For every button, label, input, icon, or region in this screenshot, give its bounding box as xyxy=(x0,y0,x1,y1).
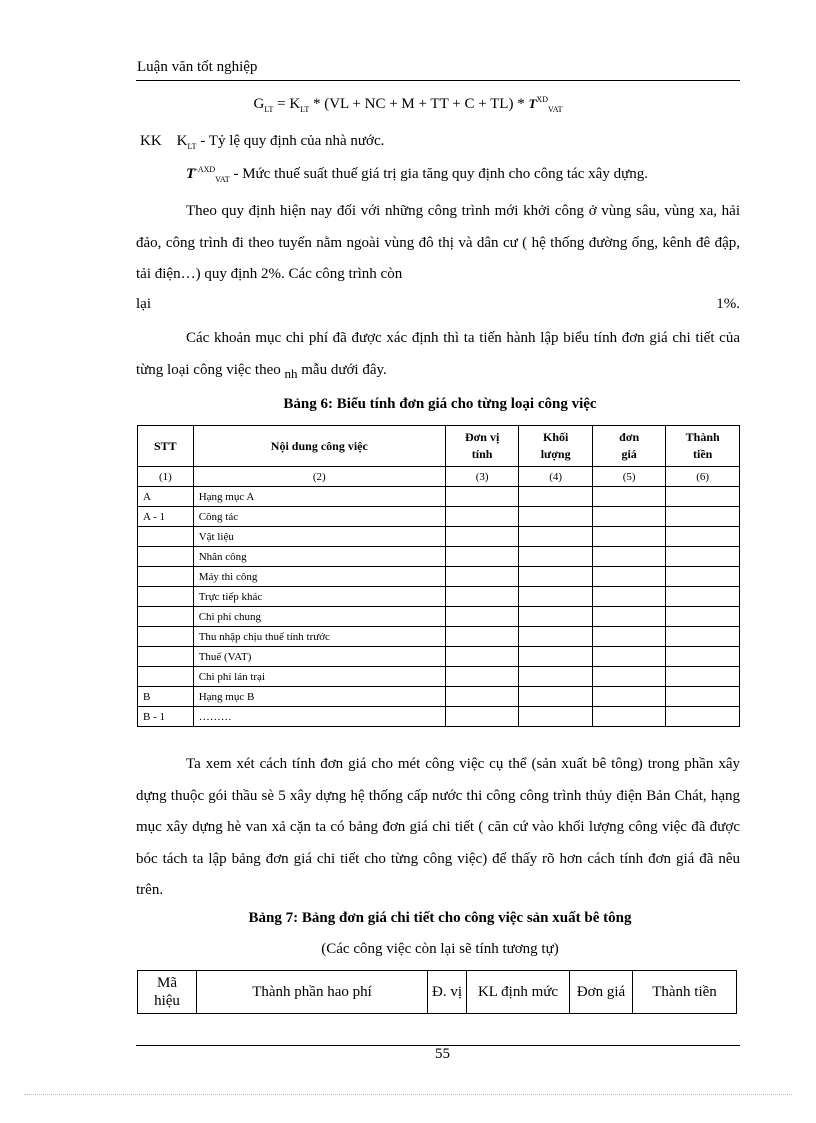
table6-cell-content: Công tác xyxy=(193,507,445,527)
table6-cell-qty xyxy=(519,607,593,627)
table6-cell-price xyxy=(592,707,665,727)
table6-cell-stt: A - 1 xyxy=(138,507,194,527)
table6-row xyxy=(138,647,740,667)
table6-cell-unit xyxy=(445,707,518,727)
table6-cell-price xyxy=(592,607,665,627)
table6-cell-stt xyxy=(138,527,194,547)
formula-t-letter: T xyxy=(528,96,537,111)
table6-header-content: Nội dung công việc xyxy=(193,426,445,467)
table6-cell-content: ……… xyxy=(193,707,445,727)
formula-lhs-sub: LT xyxy=(264,105,274,114)
table6-cell-stt xyxy=(138,607,194,627)
table6-caption: Bảng 6: Biểu tính đơn giá cho từng loại công việc xyxy=(283,396,597,412)
table7-header-norm: KL định mức xyxy=(467,971,570,1014)
table6-cell-unit xyxy=(445,547,518,567)
formula-k-sub: LT xyxy=(300,105,310,114)
t-symbol-sub: VAT xyxy=(215,175,230,184)
table6-cell-total xyxy=(666,647,740,667)
table6-header-unit xyxy=(445,426,518,467)
cost-formula xyxy=(0,95,816,114)
kk-label: KK xyxy=(140,133,162,149)
table7-header-price: Đơn giá xyxy=(570,971,633,1014)
k-symbol: K xyxy=(176,133,188,149)
table6-cell-stt: B - 1 xyxy=(138,707,194,727)
table6-cell-content: Chi phí chung xyxy=(193,607,445,627)
table6-header-price-1: đơn xyxy=(619,430,640,444)
table7-header-code xyxy=(138,971,197,1014)
definition-k xyxy=(140,133,384,151)
page-number: 55 xyxy=(435,1046,450,1062)
table6-header-qty xyxy=(519,426,593,467)
paragraph-example: Ta xem xét cách tính đơn giá cho mét công việc cụ thể (sản xuất bê tông) trong phần xây dựng thuộc gói thầu sè 5 xây dựng hệ thống cấp nước thi công công trình thủy điện Bản Chát, hạng mục xây dựng hè van xả cặn ta có bảng đơn giá chi tiết ( căn cứ vào khối lượng công việc đã được bóc tách ta lập bảng đơn giá chi tiết cho từng công việc) để thấy rõ hơn cách tính đơn giá đã nêu trên. xyxy=(136,756,740,898)
table7-caption: Bảng 7: Bảng đơn giá chi tiết cho công việc sản xuất bê tông xyxy=(248,910,632,926)
table6-cell-total xyxy=(666,567,740,587)
t-symbol xyxy=(186,166,195,182)
table6-header-total xyxy=(666,426,740,467)
table6-cell-unit xyxy=(445,527,518,547)
table6-cell-content: Chi phí lán trại xyxy=(193,667,445,687)
table7-header-total: Thành tiền xyxy=(633,971,737,1014)
table7-header-unit: Đ. vị xyxy=(428,971,467,1014)
table6-row xyxy=(138,587,740,607)
table6-row xyxy=(138,527,740,547)
table6-header-price xyxy=(592,426,665,467)
table6-row xyxy=(138,707,740,727)
table6-cell-content: Vật liệu xyxy=(193,527,445,547)
formula-eq: = K xyxy=(273,96,301,112)
table6-header-qty-2: lượng xyxy=(540,447,571,461)
table6-cell-unit xyxy=(445,567,518,587)
table6-cell-qty xyxy=(519,587,593,607)
table6-cell-total xyxy=(666,607,740,627)
table6-row xyxy=(138,567,740,587)
table6-cell-qty xyxy=(519,507,593,527)
definition-t xyxy=(186,165,648,184)
t-description: - Mức thuế suất thuế giá trị gia tăng quy định cho công tác xây dựng. xyxy=(229,166,648,182)
table6-cell-price xyxy=(592,687,665,707)
table6-row xyxy=(138,627,740,647)
table6-num-4: (4) xyxy=(519,467,593,487)
table6-cell-stt xyxy=(138,647,194,667)
table6-row xyxy=(138,487,740,507)
table6-cell-content: Thuế (VAT) xyxy=(193,647,445,667)
running-header: Luận văn tốt nghiệp xyxy=(137,59,258,75)
table6-cell-price xyxy=(592,667,665,687)
table6-num-2: (2) xyxy=(193,467,445,487)
table6-cell-qty xyxy=(519,687,593,707)
table6-cell-content: Hạng mục A xyxy=(193,487,445,507)
table6-cell-qty xyxy=(519,647,593,667)
table6-cell-qty xyxy=(519,667,593,687)
p1-last-left: lại xyxy=(136,296,151,312)
table7-header-row xyxy=(138,971,737,1014)
table6-header-row xyxy=(138,426,740,467)
header-rule xyxy=(136,80,740,81)
table6-header-unit-2: tính xyxy=(471,447,493,461)
table6-cell-total xyxy=(666,547,740,567)
t-letter: T xyxy=(186,166,196,182)
table6-cell-total xyxy=(666,527,740,547)
p2-text-b: mẫu dưới đây. xyxy=(301,361,387,378)
table6-cell-price xyxy=(592,627,665,647)
table6-cell-content: Hạng mục B xyxy=(193,687,445,707)
paragraph-vat-rules-last-line xyxy=(136,296,740,313)
p2-nh: nh xyxy=(284,365,298,381)
table6-cell-content: Máy thi công xyxy=(193,567,445,587)
table6 xyxy=(137,425,740,727)
table6-cell-price xyxy=(592,587,665,607)
table6-cell-total xyxy=(666,627,740,647)
table6-header-price-2: giá xyxy=(621,447,637,461)
table6-cell-stt xyxy=(138,627,194,647)
table6-cell-qty xyxy=(519,707,593,727)
table6-header-total-2: tiền xyxy=(693,447,713,461)
table6-header-total-1: Thành xyxy=(685,430,720,444)
p1-last-right: 1%. xyxy=(716,296,740,312)
table6-cell-total xyxy=(666,507,740,527)
table6-cell-unit xyxy=(445,587,518,607)
table6-cell-content: Thu nhập chịu thuế tính trước xyxy=(193,627,445,647)
p2-text-a: Các khoản mục chi phí đã được xác định thì ta tiến hành lập biểu tính đơn giá chi tiết của từng loại công việc theo xyxy=(136,330,740,378)
table6-cell-stt xyxy=(138,567,194,587)
table6-num-3: (3) xyxy=(445,467,518,487)
table6-cell-total xyxy=(666,707,740,727)
table6-number-row xyxy=(138,467,740,487)
t-symbol-sup: -AXD xyxy=(195,165,216,174)
table6-cell-stt xyxy=(138,547,194,567)
table6-cell-qty xyxy=(519,567,593,587)
table6-cell-unit xyxy=(445,687,518,707)
table6-cell-unit xyxy=(445,647,518,667)
table6-header-stt: STT xyxy=(138,426,194,467)
table6-row xyxy=(138,507,740,527)
table7-header-code-2: hiệu xyxy=(154,993,180,1009)
table6-cell-qty xyxy=(519,487,593,507)
table6-row xyxy=(138,667,740,687)
table6-num-6: (6) xyxy=(666,467,740,487)
table6-cell-qty xyxy=(519,627,593,647)
table6-row xyxy=(138,687,740,707)
formula-t-sub: VAT xyxy=(547,105,563,114)
table7-subcaption: (Các công việc còn lại sẽ tính tương tự) xyxy=(321,941,559,957)
page-bottom-border xyxy=(24,1094,792,1095)
table6-cell-unit xyxy=(445,487,518,507)
table6-cell-total xyxy=(666,687,740,707)
table6-cell-total xyxy=(666,667,740,687)
table6-cell-total xyxy=(666,487,740,507)
table6-cell-stt: A xyxy=(138,487,194,507)
table6-cell-unit xyxy=(445,507,518,527)
table6-cell-price xyxy=(592,547,665,567)
table7 xyxy=(137,970,737,1014)
table6-cell-stt: B xyxy=(138,687,194,707)
table6-cell-unit xyxy=(445,627,518,647)
k-description: - Tỷ lệ quy định của nhà nước. xyxy=(196,133,385,149)
k-symbol-sub: LT xyxy=(187,142,197,151)
table6-cell-price xyxy=(592,487,665,507)
table6-row xyxy=(138,547,740,567)
table6-cell-unit xyxy=(445,667,518,687)
table6-cell-qty xyxy=(519,527,593,547)
table6-cell-price xyxy=(592,567,665,587)
formula-t-sup: XD xyxy=(536,95,548,104)
table6-cell-price xyxy=(592,527,665,547)
table6-header-unit-1: Đơn vị xyxy=(464,430,500,444)
table6-cell-content: Nhân công xyxy=(193,547,445,567)
formula-rest: * (VL + NC + M + TT + C + TL) * xyxy=(309,96,529,112)
table6-row xyxy=(138,607,740,627)
table7-header-code-1: Mã xyxy=(157,975,177,991)
table6-num-5: (5) xyxy=(592,467,665,487)
formula-lhs: G xyxy=(253,96,265,112)
table7-header-component: Thành phần hao phí xyxy=(197,971,428,1014)
table6-cell-content: Trực tiếp khác xyxy=(193,587,445,607)
table6-num-1: (1) xyxy=(138,467,194,487)
table6-cell-qty xyxy=(519,547,593,567)
paragraph-cost-items xyxy=(136,323,740,389)
table6-header-qty-1: Khối xyxy=(542,430,569,444)
paragraph-vat-rules: Theo quy định hiện nay đối với những công trình mới khởi công ở vùng sâu, vùng xa, hải đảo, công trình đi theo tuyến nằm ngoài vùng đô thị và dân cư ( hệ thống đường ống, kênh đê đập, tải điện…) quy định 2%. Các công trình còn xyxy=(136,203,740,282)
table6-cell-total xyxy=(666,587,740,607)
table6-cell-unit xyxy=(445,607,518,627)
table6-cell-price xyxy=(592,507,665,527)
table6-cell-stt xyxy=(138,667,194,687)
table6-cell-stt xyxy=(138,587,194,607)
table6-cell-price xyxy=(592,647,665,667)
